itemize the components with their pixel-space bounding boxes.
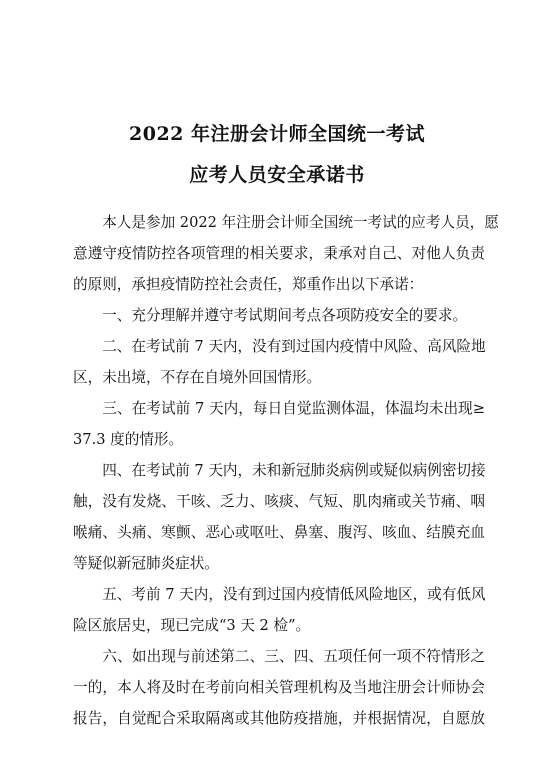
paragraph-line: 四、在考试前 7 天内，未和新冠肺炎病例或疑似病例密切接 (73, 462, 486, 479)
document-title: 2022 年注册会计师全国统一考试 (129, 123, 425, 145)
paragraph-line: 一、充分理解并遵守考试期间考点各项防疫安全的要求。 (73, 307, 468, 324)
paragraph-line: 三、在考试前 7 天内，每日自觉监测体温，体温均未出现≥ (73, 400, 485, 417)
paragraph-line: 意遵守疫情防控各项管理的相关要求，秉承对自己、对他人负责 (73, 245, 485, 262)
paragraph-line: 一的，本人将及时在考前向相关管理机构及当地注册会计师协会 (73, 679, 485, 696)
document-subtitle: 应考人员安全承诺书 (189, 164, 365, 186)
paragraph-line: 37.3 度的情形。 (73, 431, 184, 448)
paragraph-line: 的原则，承担疫情防控社会责任，郑重作出以下承诺： (73, 276, 424, 293)
paragraph-line: 本人是参加 2022 年注册会计师全国统一考试的应考人员，愿 (73, 214, 499, 231)
paragraph-line: 五、考前 7 天内，没有到过国内疫情低风险地区，或有低风 (73, 586, 486, 603)
paragraph-line: 喉痛、头痛、寒颤、恶心或呕吐、鼻塞、腹泻、咳血、结膜充血 (73, 524, 485, 541)
paragraph-line: 等疑似新冠肺炎症状。 (73, 555, 219, 572)
paragraph-line: 报告，自觉配合采取隔离或其他防疫措施，并根据情况，自愿放 (73, 710, 485, 727)
paragraph-line: 触，没有发烧、干咳、乏力、咳痰、气短、肌肉痛或关节痛、咽 (73, 493, 485, 510)
paragraph-line: 六、如出现与前述第二、三、四、五项任何一项不符情形之 (73, 648, 485, 665)
paragraph-line: 二、在考试前 7 天内，没有到过国内疫情中风险、高风险地 (73, 338, 486, 355)
paragraph-line: 险区旅居史，现已完成“3 天 2 检”。 (73, 617, 311, 634)
paragraph-line: 区，未出境，不存在自境外回国情形。 (73, 369, 322, 386)
